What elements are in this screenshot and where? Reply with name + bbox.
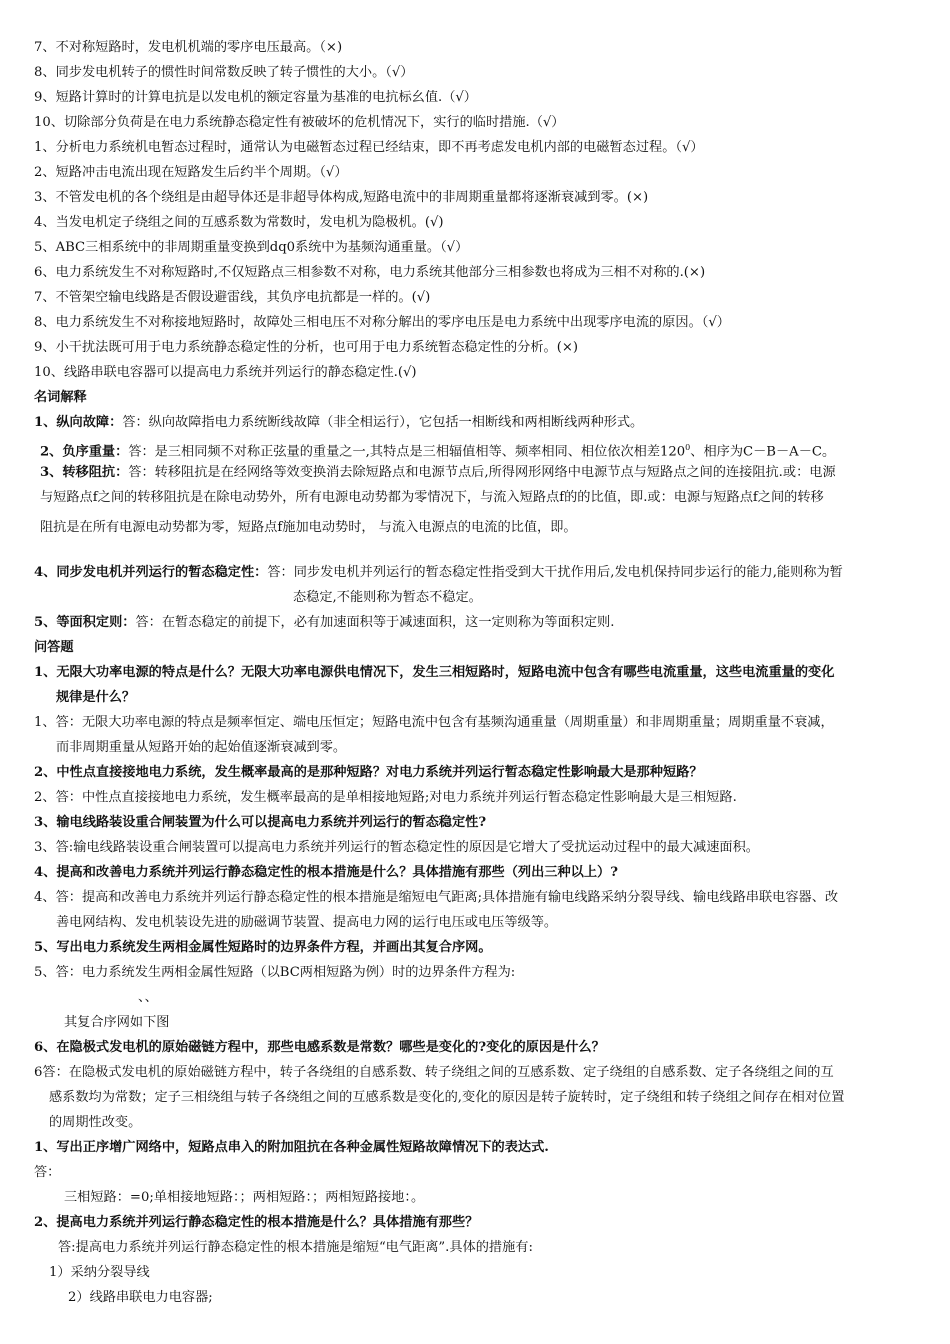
tf-item: 9、小干扰法既可用于电力系统静态稳定性的分析，也可用于电力系统暂态稳定性的分析。(×) <box>34 340 579 355</box>
tf-item: 10、切除部分负荷是在电力系统静态稳定性有被破坏的危机情况下，实行的临时措施.（√） <box>34 115 565 130</box>
term-1 <box>34 414 924 432</box>
degree-superscript: 0 <box>685 443 691 452</box>
answer: 6答：在隐极式发电机的原始磁链方程中，转子各绕组的自感系数、转子绕组之间的互感系数、定子绕组的自感系数、定子各绕组之间的互 <box>34 1065 834 1080</box>
answer-line: 、、 <box>138 990 158 1005</box>
answer: 3、答:输电线路装设重合闸装置可以提高电力系统并列运行的暂态稳定性的原因是它增大了受扰运动过程中的最大减速面积。 <box>34 840 759 855</box>
answer-line: 1）采纳分裂导线 <box>49 1265 150 1280</box>
answer-line: 其复合序网如下图 <box>64 1015 170 1030</box>
term-title: 5、等面积定则： <box>34 615 136 630</box>
term-title: 3、转移阻抗： <box>40 465 129 480</box>
answer-line: 善电网结构、发电机装设先进的励磁调节装置、提高电力网的运行电压或电压等级等。 <box>56 915 558 930</box>
question: 3、输电线路装设重合闸装置为什么可以提高电力系统并列运行的暂态稳定性? <box>34 815 487 830</box>
term-2 <box>40 439 930 461</box>
tf-item: 4、当发电机定子绕组之间的互感系数为常数时，发电机为隐极机。(√) <box>34 215 444 230</box>
term-3 <box>40 464 930 482</box>
tf-item: 2、短路冲击电流出现在短路发生后约半个周期。（√） <box>34 165 348 180</box>
term-text: 答：同步发电机并列运行的暂态稳定性指受到大干扰作用后,发电机保持同步运行的能力,能则称为暂 <box>267 565 843 580</box>
tf-item: 7、不对称短路时，发电机机端的零序电压最高。（×) <box>34 40 343 55</box>
answer: 答:提高电力系统并列运行静态稳定性的根本措施是缩短“电气距离”.具体的措施有: <box>58 1240 533 1255</box>
question: 4、提高和改善电力系统并列运行静态稳定性的根本措施是什么？具体措施有那些（列出三种以上）? <box>34 865 618 880</box>
answer-line: 感系数均为常数；定子三相绕组与转子各绕组之间的互感系数是变化的,变化的原因是转子旋转时，定子绕组和转子绕组之间存在相对位置 <box>49 1090 845 1105</box>
answer-line: 而非周期重量从短路开始的起始值逐渐衰减到零。 <box>56 740 347 755</box>
question: 6、在隐极式发电机的原始磁链方程中，那些电感系数是常数？哪些是变化的?变化的原因是什么？ <box>34 1040 605 1055</box>
answer-line: 三相短路：=0;单相接地短路：；两相短路：；两相短路接地：。 <box>64 1190 425 1205</box>
term-3-line: 与短路点f之间的转移阻抗是在除电动势外，所有电源电动势都为零情况下，与流入短路点f的的比值，即.或：电源与短路点f之间的转移 <box>40 490 824 505</box>
term-text: 答：是三相同频不对称正弦量的重量之一,其特点是三相辐值相等、频率相同、相位依次相差120 <box>128 444 686 460</box>
question: 2、提高电力系统并列运行静态稳定性的根本措施是什么？具体措施有那些？ <box>34 1215 479 1230</box>
answer: 答： <box>34 1165 61 1180</box>
answer-line: 的周期性改变。 <box>49 1115 142 1130</box>
tf-item: 1、分析电力系统机电暂态过程时，通常认为电磁暂态过程已经结束，即不再考虑发电机内部的电磁暂态过程。（√） <box>34 140 704 155</box>
term-3-line: 阻抗是在所有电源电动势都为零，短路点f施加电动势时， 与流入电源点的电流的比值，即。 <box>40 520 577 535</box>
answer: 1、答：无限大功率电源的特点是频率恒定、端电压恒定；短路电流中包含有基频沟通重量（周期重量）和非周期重量；周期重量不衰减， <box>34 715 834 730</box>
term-5 <box>34 614 924 632</box>
term-text: 答：纵向故障指电力系统断线故障（非全相运行），它包括一相断线和两相断线两种形式。 <box>122 415 644 430</box>
question: 2、中性点直接接地电力系统，发生概率最高的是那种短路？对电力系统并列运行暂态稳定性影响最大是那种短路？ <box>34 765 703 780</box>
tf-item: 8、同步发电机转子的惯性时间常数反映了转子惯性的大小。（√） <box>34 65 414 80</box>
tf-item: 6、电力系统发生不对称短路时,不仅短路点三相参数不对称，电力系统其他部分三相参数也将成为三相不对称的.(×) <box>34 265 706 280</box>
term-text-tail: 、相序为C－B－A－C。 <box>690 444 836 460</box>
tf-item: 9、短路计算时的计算电抗是以发电机的额定容量为基准的电抗标幺值.（√） <box>34 90 477 105</box>
section-heading-terms: 名词解释 <box>34 390 87 405</box>
tf-item: 10、线路串联电容器可以提高电力系统并列运行的静态稳定性.(√) <box>34 365 417 380</box>
term-text: 答：转移阻抗是在经网络等效变换消去除短路点和电源节点后,所得网形网络中电源节点与短路点之间的连接阻抗.或：电源 <box>128 465 836 480</box>
tf-item: 3、不管发电机的各个绕组是由超导体还是非超导体构成,短路电流中的非周期重量都将逐渐衰减到零。(×) <box>34 190 649 205</box>
question-line: 规律是什么？ <box>56 690 136 705</box>
term-title: 2、负序重量： <box>40 444 129 460</box>
term-text: 答：在暂态稳定的前提下，必有加速面积等于减速面积，这一定则称为等面积定则. <box>135 615 615 630</box>
term-title: 4、同步发电机并列运行的暂态稳定性： <box>34 565 268 580</box>
question: 5、写出电力系统发生两相金属性短路时的边界条件方程，并画出其复合序网。 <box>34 940 492 955</box>
question: 1、写出正序增广网络中，短路点串入的附加阻抗在各种金属性短路故障情况下的表达式. <box>34 1140 549 1155</box>
question: 1、无限大功率电源的特点是什么？无限大功率电源供电情况下，发生三相短路时，短路电流中包含有哪些电流重量，这些电流重量的变化 <box>34 665 835 680</box>
answer: 4、答：提高和改善电力系统并列运行静态稳定性的根本措施是缩短电气距离;具体措施有输电线路采纳分裂导线、输电线路串联电容器、改 <box>34 890 839 905</box>
term-4 <box>34 564 924 582</box>
answer: 5、答：电力系统发生两相金属性短路（以BC两相短路为例）时的边界条件方程为: <box>34 965 516 980</box>
term-title: 1、纵向故障： <box>34 415 123 430</box>
tf-item: 8、电力系统发生不对称接地短路时，故障处三相电压不对称分解出的零序电压是电力系统中出现零序电流的原因。（√） <box>34 315 730 330</box>
term-4-line: 态稳定,不能则称为暂态不稳定。 <box>293 590 482 605</box>
tf-item: 5、ABC三相系统中的非周期重量变换到dq0系统中为基频沟通重量。（√） <box>34 240 469 255</box>
answer-line: 2）线路串联电力电容器; <box>68 1290 213 1305</box>
section-heading-qa: 问答题 <box>34 640 74 655</box>
answer: 2、答：中性点直接接地电力系统，发生概率最高的是单相接地短路;对电力系统并列运行暂态稳定性影响最大是三相短路. <box>34 790 737 805</box>
tf-item: 7、不管架空输电线路是否假设避雷线，其负序电抗都是一样的。(√) <box>34 290 431 305</box>
